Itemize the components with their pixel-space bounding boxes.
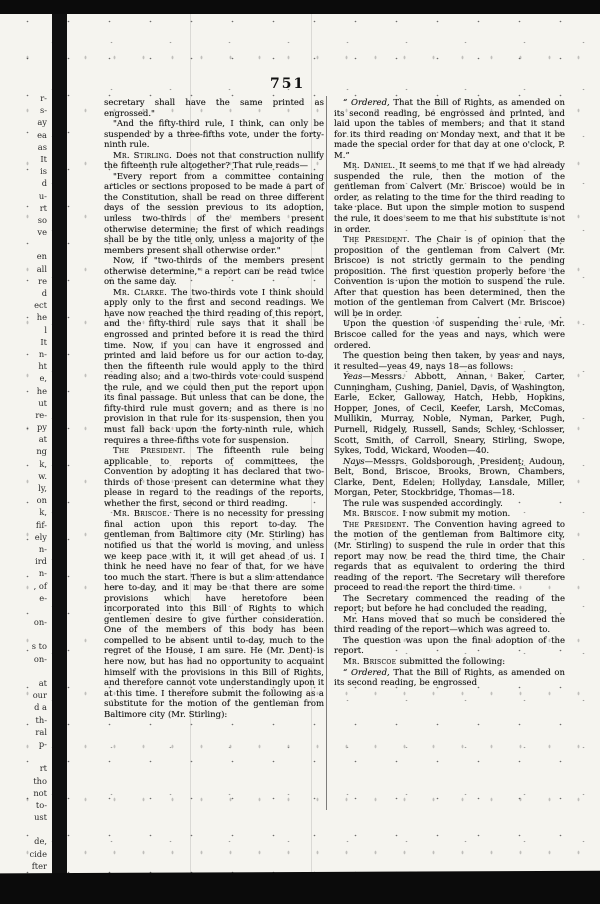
- right-column: [334, 98, 565, 689]
- margin-fragment: ng: [36, 446, 47, 457]
- paragraph: [334, 319, 565, 351]
- paragraph: [334, 509, 565, 520]
- margin-fragment: d: [41, 178, 47, 189]
- margin-fragment: [0, 823, 47, 835]
- margin-fragment: k,: [39, 507, 47, 518]
- column-divider-rule: [326, 96, 327, 810]
- margin-fragment: It: [40, 153, 47, 164]
- margin-fragment: e,: [39, 373, 47, 384]
- paragraph-text: The fifteenth rule being applicable to reports of committees, the Convention by adopting it has declared that two-thirds of those present can determine what they please in regard to the readings of the reports, whether the first, second or third reading.: [104, 446, 324, 509]
- speaker-name: Mr. Briscoe.: [113, 509, 174, 520]
- margin-fragment: n-: [38, 348, 47, 359]
- paragraph-text: —Messrs. Goldsborough, President; Audoun, Belt, Bond, Briscoe, Brooks, Brown, Chambers, Clarke, Dent, Edelen, Hollyday, Lansdale, Miller, Morgan, Peter, Stockbridge, Thomas—18.: [334, 456, 565, 499]
- margin-fragment: p-: [38, 738, 47, 749]
- margin-fragment: cide: [29, 848, 47, 859]
- paragraph: [334, 657, 565, 668]
- margin-fragment: on-: [33, 653, 47, 664]
- paragraph: [334, 372, 565, 456]
- margin-fragment: is: [40, 166, 47, 177]
- margin-fragment: so: [37, 214, 47, 225]
- paragraph: [104, 446, 324, 509]
- margin-fragment: u-: [38, 190, 47, 201]
- margin-fragment: our: [32, 690, 47, 701]
- margin-fragment: ht: [38, 361, 47, 372]
- margin-fragment: ve: [37, 227, 47, 238]
- margin-fragment: ut: [38, 397, 47, 408]
- margin-fragment: on: [36, 495, 47, 506]
- margin-fragment: re-: [35, 409, 47, 420]
- page-number: 751: [270, 76, 306, 92]
- speaker-name: The President.: [343, 519, 415, 530]
- paragraph: [334, 636, 565, 657]
- margin-fragment: [0, 665, 47, 677]
- margin-fragment: tho: [33, 775, 47, 786]
- margin-fragment: ely: [34, 531, 47, 542]
- speaker-name: Mr. Briscoe.: [343, 509, 403, 520]
- margin-fragment: all: [36, 263, 47, 274]
- margin-fragment: [0, 604, 47, 616]
- paragraph-text: "And the fifty-third rule, I think, can only be suspended by a three-fifths vote, under the forty-ninth rule.: [104, 119, 324, 151]
- margin-fragment: k,: [39, 458, 47, 469]
- margin-fragment: ect: [34, 300, 47, 311]
- margin-fragment: ly,: [38, 483, 47, 493]
- facing-page-edge-text: [0, 92, 47, 884]
- margin-fragment: as: [37, 141, 47, 152]
- paragraph: [334, 520, 565, 594]
- margin-fragment: at: [38, 434, 47, 445]
- margin-fragment: [0, 238, 47, 250]
- paragraph-text: "Every report from a committee containing articles or sections proposed to be made a part of the Constitution, shall be read on three different days of the session previous to its adoption, unless two-thirds of the members present otherwise determine; the first of which readings shall be by the title only, unless a majority of the members present shall otherwise order.": [104, 171, 324, 256]
- paragraph-text: I now submit my motion.: [402, 509, 511, 520]
- margin-fragment: de,: [34, 836, 47, 847]
- margin-fragment: to-: [35, 799, 47, 810]
- paragraph: [334, 499, 565, 510]
- margin-fragment: n-: [38, 543, 47, 554]
- paragraph-text: The question was upon the final adoption of the report.: [334, 635, 565, 657]
- paragraph-text: —Messrs. Abbott, Annan, Baker, Carter, Cunningham, Cushing, Daniel, Davis, of Washington, Earle, Ecker, Galloway, Hatch, Hebb, Hopkins, Hopper, Jones, of Cecil, Keefer, Larsh, McComas, Mullikin, Murray, Noble, Nyman, Parker, Pugh, Purnell, Ridgely, Russell, Sands, Schley, Schlosser, Scott, Smith, of Carroll, Sneary, Stirling, Swope, Sykes, Todd, Wickard, Wooden—40.: [334, 372, 565, 457]
- margin-fragment: ust: [34, 812, 47, 823]
- paragraph: [104, 288, 324, 446]
- paragraph: [334, 615, 565, 636]
- speaker-name: Mr. Clarke.: [113, 287, 172, 298]
- paragraph: [104, 119, 324, 151]
- margin-fragment: fif-: [35, 519, 47, 530]
- italic-lead: “ Ordered,: [343, 667, 394, 678]
- speaker-name: Mr. Daniel.: [343, 161, 400, 172]
- italic-lead: Yeas: [343, 372, 363, 383]
- margin-fragment: at: [38, 678, 47, 688]
- paragraph: [104, 256, 324, 288]
- margin-fragment: re: [38, 275, 47, 286]
- paragraph: [104, 151, 324, 172]
- book-gutter-shadow: [52, 0, 67, 904]
- speaker-name: Mr. Briscoe: [343, 656, 400, 667]
- paragraph-text: That the Bill of Rights, as amended on its second reading, be engrossed and printed, and laid upon the tables of members; and that it stand for its third reading on Monday next, and that it be made the special order for that day at one o'clock, P. M.”: [334, 98, 566, 161]
- paragraph-text: Now, if "two-thirds of the members present otherwise determine," a report can be read twice on the same day.: [104, 256, 324, 288]
- margin-fragment: ay: [37, 117, 47, 128]
- margin-fragment: s-: [39, 105, 47, 116]
- paragraph-text: That the Bill of Rights, as amended on its second reading, be engrossed: [334, 667, 566, 689]
- scan-border-bottom: [0, 871, 600, 904]
- paragraph-text: The question being then taken, by yeas and nays, it resulted—yeas 49, nays 18—as follows:: [334, 351, 565, 372]
- margin-fragment: th-: [35, 714, 47, 725]
- margin-fragment: ird: [35, 556, 47, 567]
- paragraph-text: secretary shall have the same printed as engrossed.": [104, 98, 324, 119]
- speaker-name: Mr. Stirling.: [113, 150, 176, 161]
- italic-lead: “ Ordered,: [343, 98, 394, 108]
- margin-fragment: It: [40, 336, 47, 347]
- paragraph-text: Upon the question of suspending the rule, Mr. Briscoe called for the yeas and nays, which were ordered.: [334, 319, 565, 351]
- margin-fragment: he: [36, 385, 47, 396]
- margin-fragment: ral: [35, 726, 47, 737]
- margin-fragment: , of: [33, 580, 47, 591]
- speaker-name: The President.: [113, 446, 197, 457]
- margin-fragment: e-: [39, 592, 47, 603]
- paragraph: [334, 668, 565, 689]
- margin-fragment: [0, 750, 47, 762]
- paragraph-text: submitted the following:: [399, 656, 506, 667]
- paragraph-text: It seems to me that if we had already suspended the rule, then the motion of the gentleman from Calvert (Mr. Briscoe) would be in order, as relating to the time for the third reading to take place. But upon the simple motion to suspend the rule, it does seem to me that his substitute is not in order.: [334, 161, 565, 235]
- paragraph-text: The rule was suspended accordingly.: [343, 498, 503, 509]
- margin-fragment: not: [33, 787, 47, 798]
- paragraph-text: Mr. Hans moved that so much be considered the third reading of the report—which was agreed to.: [334, 614, 565, 636]
- scan-border-top: [0, 0, 600, 14]
- margin-fragment: [0, 628, 47, 640]
- paragraph: [104, 509, 324, 720]
- paragraph-text: The Convention having agreed to the motion of the gentleman from Baltimore city, (Mr. Stirling) to suspend the rule in order that this report may now be read the third time, the Chair regards that as equivalent to ordering the third reading of the report. The Secretary will therefore proceed to read the report the third time.: [334, 519, 566, 594]
- paragraph: [334, 457, 565, 499]
- left-column: [104, 98, 324, 720]
- margin-fragment: on-: [33, 617, 47, 628]
- margin-fragment: fter: [31, 860, 47, 871]
- paragraph-text: The Chair is of opinion that the proposition of the gentleman from Calvert (Mr. Briscoe) is not strictly germain to the pending proposition. The first question properly before the Convention is upon the motion to suspend the rule. After that question has been determined, then the motion of the gentleman from Calvert (Mr. Briscoe) will be in order.: [334, 235, 565, 319]
- paragraph: [334, 235, 565, 319]
- paragraph: [334, 594, 565, 615]
- margin-fragment: rt: [39, 202, 47, 213]
- paragraph: [334, 351, 565, 372]
- paragraph-text: The Secretary commenced the reading of the report; but before he had concluded the reading,: [334, 593, 565, 615]
- margin-fragment: rt: [39, 763, 47, 774]
- margin-fragment: d: [41, 288, 47, 298]
- margin-fragment: n-: [38, 568, 47, 579]
- margin-fragment: l: [44, 324, 47, 335]
- margin-fragment: s to: [31, 641, 47, 652]
- paragraph: [334, 98, 565, 161]
- paragraph-text: Does not that construction nullify the fifteenth rule altogether? That rule reads—: [104, 150, 324, 172]
- margin-fragment: d a: [34, 702, 47, 713]
- paragraph: [104, 98, 324, 119]
- speaker-name: The President.: [343, 235, 416, 246]
- italic-lead: Nays: [343, 456, 365, 467]
- margin-fragment: en: [36, 251, 47, 262]
- margin-fragment: r-: [40, 93, 47, 103]
- margin-fragment: ea: [37, 129, 47, 140]
- paragraph-text: The two-thirds vote I think should apply only to the first and second readings. We have now reached the third reading of this report, and the fifty-third rule says that it shall be engrossed and printed before it is read the third time. Now, if you can have it engrossed and printed and laid before us for our action to-day, then the fifteenth rule would apply to the third reading also; and a two-thirds vote could suspend the rule, and we could then put the report upon its final passage. But unless that can be done, the fifty-third rule must govern; and as there is no provision in that rule for its suspension, then you must fall back upon the forty-ninth rule, which requires a three-fifths vote for suspension.: [104, 287, 324, 446]
- paragraph: [104, 172, 324, 256]
- margin-fragment: he: [36, 312, 47, 323]
- margin-fragment: w.: [38, 470, 47, 481]
- paragraph: [334, 161, 565, 235]
- margin-fragment: py: [37, 422, 47, 433]
- paragraph-text: There is no necessity for pressing final action upon this report to-day. The gentleman from Baltimore city (Mr. Stirling) has notified us that the world is moving, and unless we keep pace with it, it will get ahead of us. I think he need have no fear of that, for we have too much the start. There is but a slim attendance here to-day, and it may be that there are some provisions which have heretofore been incorporated into this Bill of Rights to which gentlemen desire to give further consideration. One of the members of this body has been compelled to be absent until to-day, much to the regret of the House, I am sure. He (Mr. Dent) is here now, but has had no opportunity to acquaint himself with the provisions in this Bill of Rights, and therefore cannot vote understandingly upon it at this time. I therefore submit the following as a substitute for the motion of the gentleman from Baltimore city (Mr. Stirling):: [104, 509, 325, 720]
